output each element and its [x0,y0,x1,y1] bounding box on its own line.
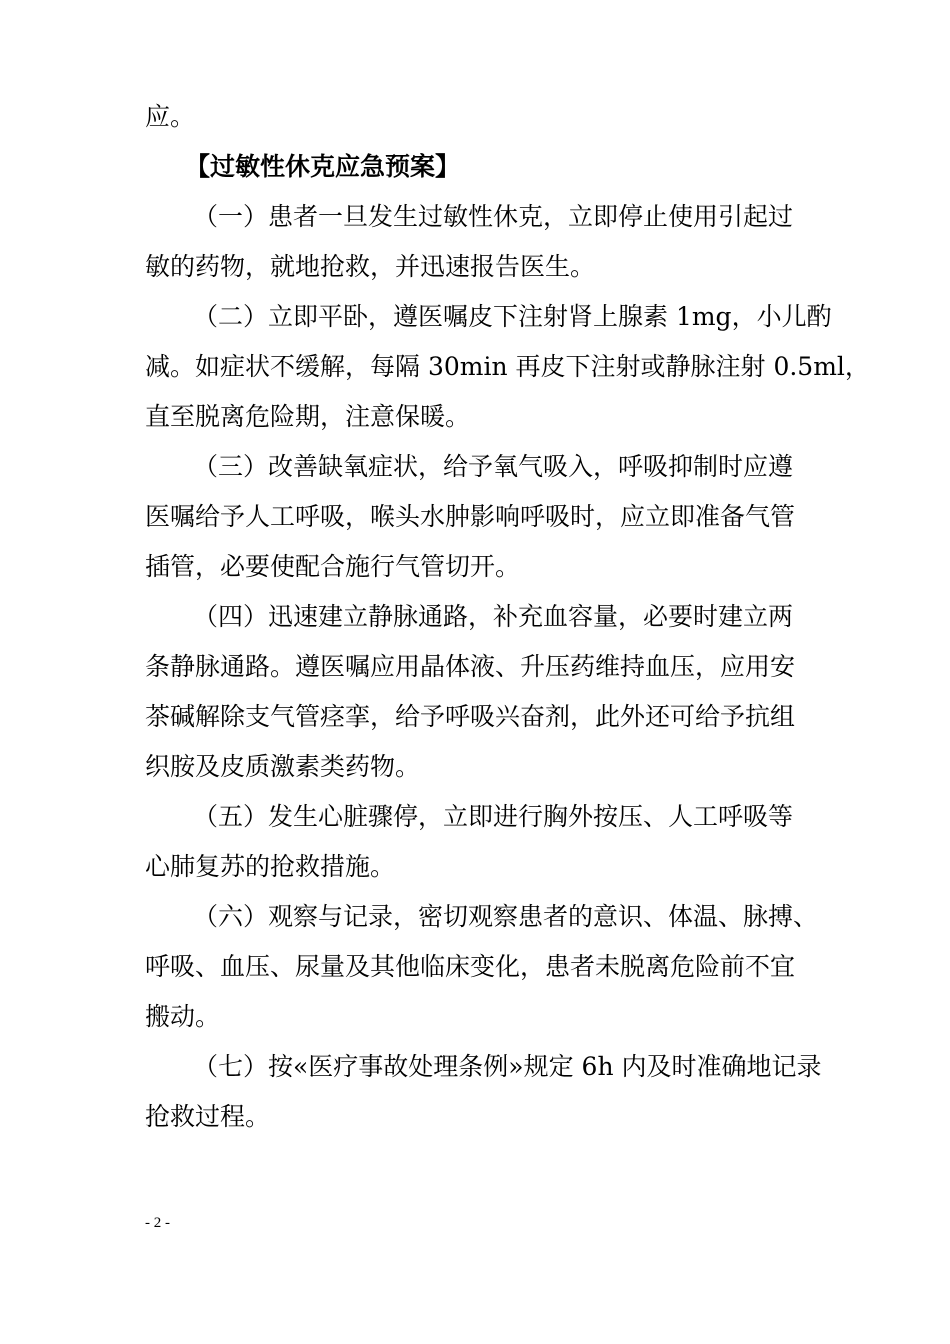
paragraph-3-line-1: （三）改善缺氧症状，给予氧气吸入，呼吸抑制时应遵 [193,452,794,481]
paragraph-4-line-1: （四）迅速建立静脉通路，补充血容量，必要时建立两 [193,602,794,631]
text-line-continuation: 应。 [145,102,196,131]
paragraph-4-line-2: 条静脉通路。遵医嘱应用晶体液、升压药维持血压，应用安 [145,652,796,681]
paragraph-6-line-2: 呼吸、血压、尿量及其他临床变化，患者未脱离危险前不宜 [145,952,796,981]
paragraph-6-line-1: （六）观察与记录，密切观察患者的意识、体温、脉搏、 [193,902,819,931]
paragraph-7-line-1: （七）按«医疗事故处理条例»规定 6h 内及时准确地记录 [193,1052,822,1081]
section-heading: 【过敏性休克应急预案】 [185,152,461,181]
paragraph-3-line-3: 插管，必要使配合施行气管切开。 [145,552,521,581]
paragraph-4-line-3: 茶碱解除支气管痉挛，给予呼吸兴奋剂，此外还可给予抗组 [145,702,796,731]
paragraph-1-line-2: 敏的药物，就地抢救，并迅速报告医生。 [145,252,596,281]
paragraph-4-line-4: 织胺及皮质激素类药物。 [145,752,421,781]
paragraph-6-line-3: 搬动。 [145,1002,221,1031]
paragraph-2-line-2: 减。如症状不缓解，每隔 30min 再皮下注射或静脉注射 0.5ml， [145,352,870,381]
paragraph-2-line-1: （二）立即平卧，遵医嘱皮下注射肾上腺素 1mg，小儿酌 [193,302,832,331]
paragraph-7-line-2: 抢救过程。 [145,1102,271,1131]
paragraph-5-line-1: （五）发生心脏骤停，立即进行胸外按压、人工呼吸等 [193,802,794,831]
paragraph-5-line-2: 心肺复苏的抢救措施。 [145,852,396,881]
paragraph-2-line-3: 直至脱离危险期，注意保暖。 [145,402,471,431]
paragraph-1-line-1: （一）患者一旦发生过敏性休克，立即停止使用引起过 [193,202,794,231]
paragraph-3-line-2: 医嘱给予人工呼吸，喉头水肿影响呼吸时，应立即准备气管 [145,502,796,531]
page-number: - 2 - [145,1215,170,1231]
